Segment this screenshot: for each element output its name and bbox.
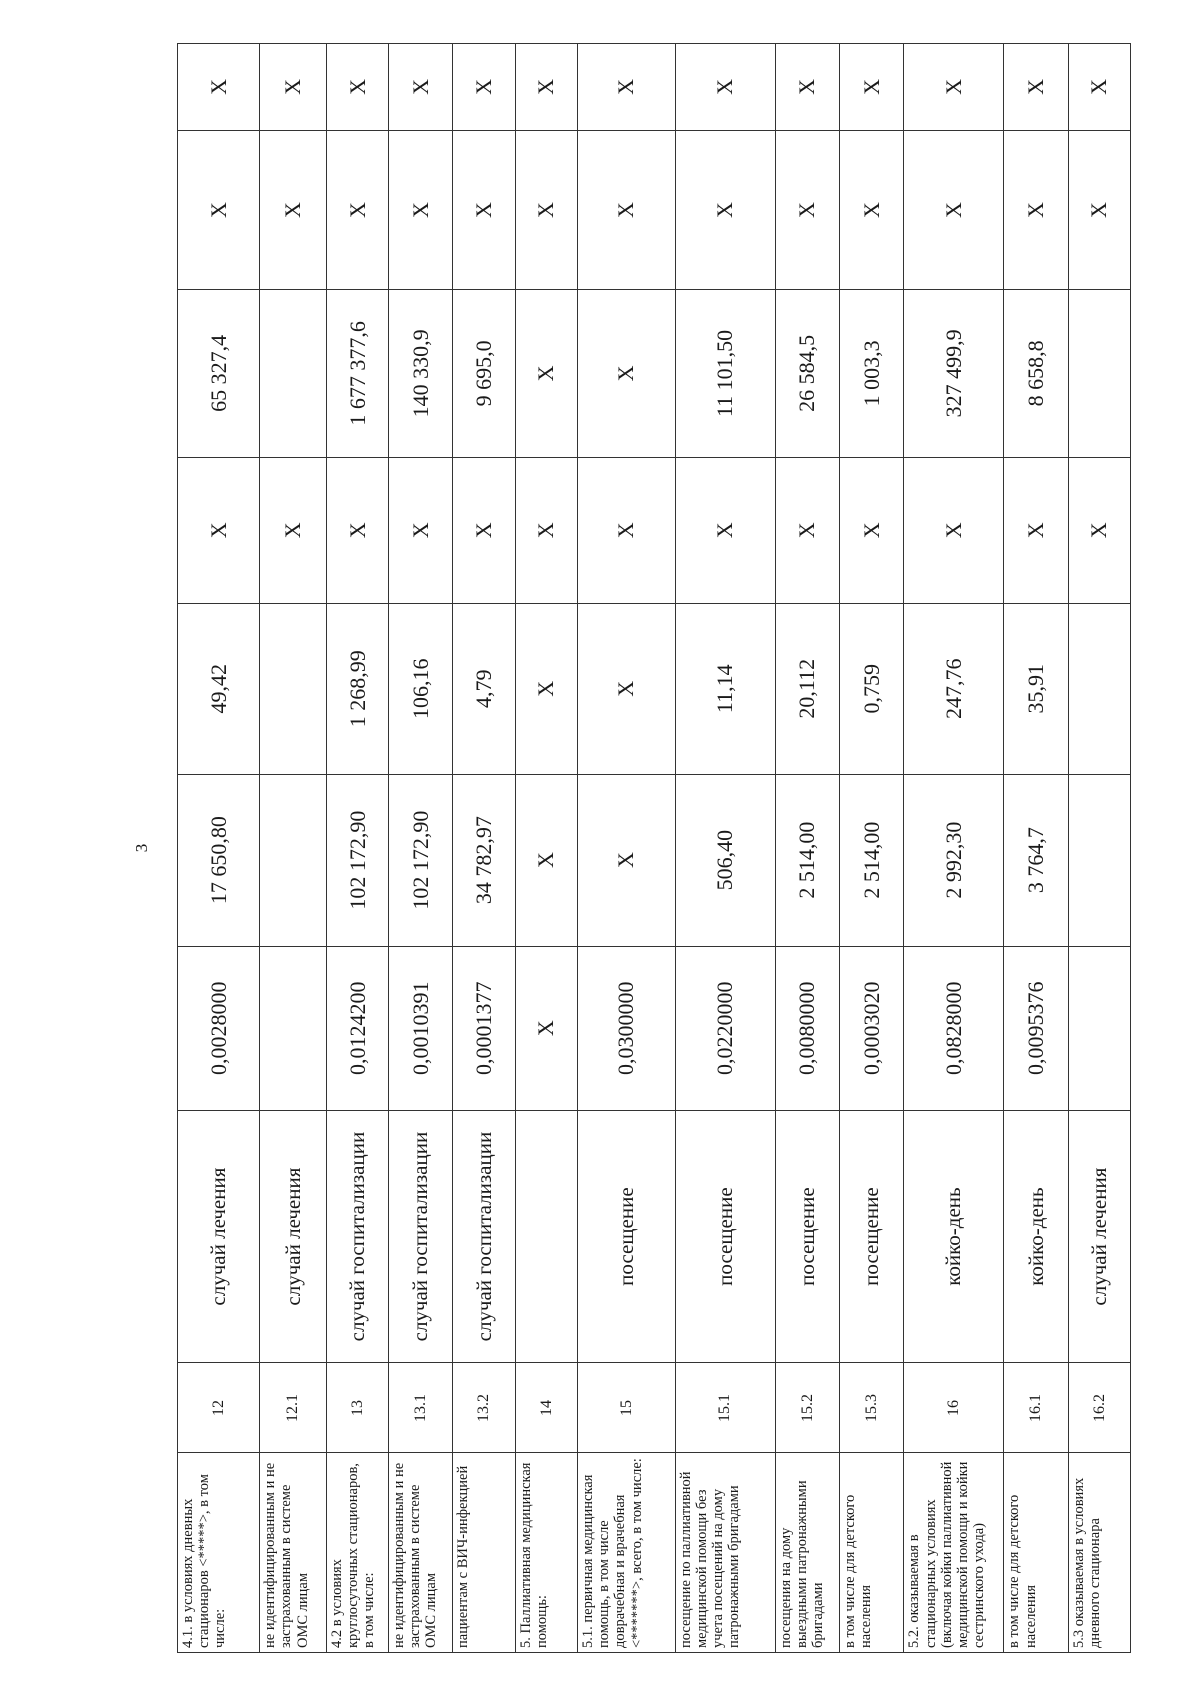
table-body [178,44,1131,1653]
row-col8: 327 499,9 [904,290,1004,457]
row-per-capita: X [515,603,577,774]
row-per-capita: X [577,603,675,774]
row-col8 [1068,290,1130,457]
row-col7: X [326,457,388,603]
row-per-capita: 106,16 [389,603,453,774]
row-cost: 17 650,80 [178,774,260,946]
row-per-capita: 20,112 [775,603,839,774]
row-col9: X [577,130,675,289]
row-col8: 1 677 377,6 [326,290,388,457]
row-norm: 0,0828000 [904,946,1004,1110]
row-col10: X [577,44,675,131]
row-cost: 102 172,90 [389,774,453,946]
table-row [675,44,775,1653]
row-code: 12.1 [260,1363,327,1453]
table-row [453,44,515,1653]
row-name: не идентифицированным и не застрахованным в системе ОМС лицам [389,1453,453,1653]
row-col9: X [675,130,775,289]
row-name: 5.2. оказываемая в стационарных условиях (включая койки паллиативной медицинской помощи и койки сестринского ухода) [904,1453,1004,1653]
row-cost: X [577,774,675,946]
row-col9: X [515,130,577,289]
row-per-capita: 35,91 [1004,603,1068,774]
row-name: в том числе для детского населения [1004,1453,1068,1653]
row-name: в том числе для детского населения [839,1453,903,1653]
row-col7: X [839,457,903,603]
row-unit: посещение [675,1110,775,1363]
row-col9: X [389,130,453,289]
table-row [775,44,839,1653]
table-row [577,44,675,1653]
row-unit: случай госпитализации [326,1110,388,1363]
row-col10: X [326,44,388,131]
row-code: 15 [577,1363,675,1453]
row-col8 [260,290,327,457]
row-col10: X [1068,44,1130,131]
table-row [1004,44,1068,1653]
row-cost: 34 782,97 [453,774,515,946]
row-col10: X [1004,44,1068,131]
row-unit: случай госпитализации [453,1110,515,1363]
row-col7: X [577,457,675,603]
row-code: 13 [326,1363,388,1453]
row-unit: случай лечения [1068,1110,1130,1363]
table-row [1068,44,1130,1653]
row-name: 4.2 в условиях круглосуточных стационаров, в том числе: [326,1453,388,1653]
row-code: 15.2 [775,1363,839,1453]
row-cost: 2 514,00 [839,774,903,946]
row-col10: X [260,44,327,131]
row-code: 16.1 [1004,1363,1068,1453]
row-unit: случай лечения [178,1110,260,1363]
table-row [904,44,1004,1653]
row-name: не идентифицированным и не застрахованным в системе ОМС лицам [260,1453,327,1653]
row-col9: X [775,130,839,289]
row-norm [1068,946,1130,1110]
row-code: 13.1 [389,1363,453,1453]
row-col8: 65 327,4 [178,290,260,457]
row-code: 16.2 [1068,1363,1130,1453]
row-code: 15.1 [675,1363,775,1453]
row-col10: X [389,44,453,131]
row-name: 5.3 оказываемая в условиях дневного стационара [1068,1453,1130,1653]
row-col8: 26 584,5 [775,290,839,457]
row-per-capita: 247,76 [904,603,1004,774]
table-row [326,44,388,1653]
row-col10: X [775,44,839,131]
row-name: пациентам с ВИЧ-инфекцией [453,1453,515,1653]
norms-table [177,43,1131,1653]
row-col9: X [1004,130,1068,289]
row-unit: посещение [577,1110,675,1363]
table-row [178,44,260,1653]
row-col8: X [577,290,675,457]
row-unit: койко-день [1004,1110,1068,1363]
row-col8: 11 101,50 [675,290,775,457]
row-col9: X [1068,130,1130,289]
row-cost: 3 764,7 [1004,774,1068,946]
row-col7: X [453,457,515,603]
row-norm: 0,0080000 [775,946,839,1110]
row-name: 5. Паллиативная медицинская помощь: [515,1453,577,1653]
row-cost [1068,774,1130,946]
row-norm: 0,0028000 [178,946,260,1110]
row-col7: X [178,457,260,603]
row-per-capita: 11,14 [675,603,775,774]
row-col10: X [675,44,775,131]
row-col8: 9 695,0 [453,290,515,457]
row-per-capita [1068,603,1130,774]
row-name: посещения на дому выездными патронажными бригадами [775,1453,839,1653]
row-col7: X [675,457,775,603]
row-code: 13.2 [453,1363,515,1453]
row-norm [260,946,327,1110]
row-unit: койко-день [904,1110,1004,1363]
row-col8: 140 330,9 [389,290,453,457]
table-row [515,44,577,1653]
row-norm: 0,0300000 [577,946,675,1110]
row-col7: X [515,457,577,603]
row-col9: X [453,130,515,289]
row-code: 14 [515,1363,577,1453]
row-unit: случай лечения [260,1110,327,1363]
row-col9: X [260,130,327,289]
row-name: посещение по паллиативной медицинской помощи без учета посещений на дому патронажными бригадами [675,1453,775,1653]
row-col7: X [1068,457,1130,603]
row-per-capita: 0,759 [839,603,903,774]
row-col10: X [904,44,1004,131]
row-cost: 102 172,90 [326,774,388,946]
table-row [839,44,903,1653]
row-col10: X [839,44,903,131]
row-norm: 0,0095376 [1004,946,1068,1110]
row-unit: посещение [839,1110,903,1363]
row-norm: 0,0001377 [453,946,515,1110]
norms-table-rotated [177,43,1131,1653]
row-code: 15.3 [839,1363,903,1453]
row-norm: X [515,946,577,1110]
table-row [389,44,453,1653]
row-col7: X [775,457,839,603]
row-norm: 0,0010391 [389,946,453,1110]
row-cost: X [515,774,577,946]
row-name: 4.1. в условиях дневных стационаров <*****>, в том числе: [178,1453,260,1653]
row-per-capita [260,603,327,774]
row-code: 12 [178,1363,260,1453]
row-unit: посещение [775,1110,839,1363]
row-per-capita: 4,79 [453,603,515,774]
row-col7: X [1004,457,1068,603]
row-unit [515,1110,577,1363]
row-per-capita: 49,42 [178,603,260,774]
row-col10: X [515,44,577,131]
row-col8: 1 003,3 [839,290,903,457]
row-col9: X [326,130,388,289]
row-col8: X [515,290,577,457]
row-norm: 0,0003020 [839,946,903,1110]
row-col7: X [904,457,1004,603]
row-col10: X [453,44,515,131]
row-cost: 506,40 [675,774,775,946]
row-col7: X [260,457,327,603]
row-col8: 8 658,8 [1004,290,1068,457]
row-cost [260,774,327,946]
row-col9: X [178,130,260,289]
row-col7: X [389,457,453,603]
page-number: 3 [132,843,151,853]
row-unit: случай госпитализации [389,1110,453,1363]
row-norm: 0,0124200 [326,946,388,1110]
row-col10: X [178,44,260,131]
row-col9: X [904,130,1004,289]
row-cost: 2 992,30 [904,774,1004,946]
row-norm: 0,0220000 [675,946,775,1110]
table-row [260,44,327,1653]
row-per-capita: 1 268,99 [326,603,388,774]
row-code: 16 [904,1363,1004,1453]
row-name: 5.1. первичная медицинская помощь, в том числе доврачебная и врачебная <*******>, всего, в том числе: [577,1453,675,1653]
row-cost: 2 514,00 [775,774,839,946]
row-col9: X [839,130,903,289]
